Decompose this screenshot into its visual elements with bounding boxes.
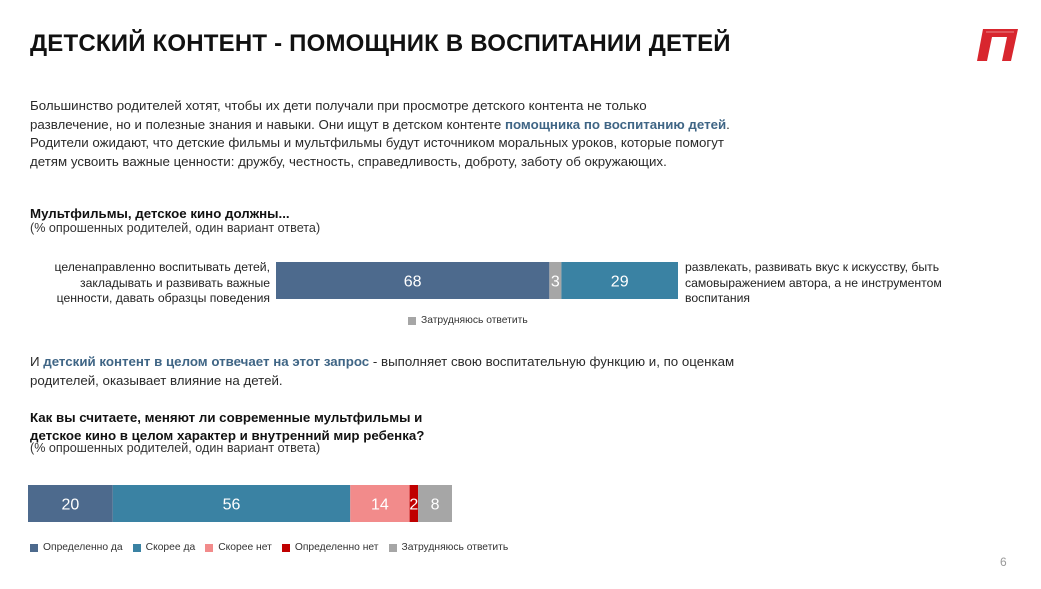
- chart1-right-label: развлекать, развивать вкус к искусству, быть самовыражением автора, а не инструментом воспитания: [685, 260, 942, 305]
- question1-subtitle: (% опрошенных родителей, один вариант ответа): [30, 221, 321, 235]
- legend2-swatch-3: [282, 544, 290, 552]
- legend2-label-3: Определенно нет: [294, 542, 379, 553]
- chart2-data-label-3: 2: [409, 496, 419, 514]
- legend2-label-2: Скорее нет: [218, 542, 272, 553]
- legend2-swatch-0: [30, 544, 38, 552]
- question1-title: Мультфильмы, детское кино должны...: [30, 206, 290, 221]
- legend2-item-2: [205, 542, 272, 553]
- chart2-legend: [30, 542, 518, 553]
- page-number: 6: [1000, 555, 1007, 569]
- legend1-label-undecided: Затрудняюсь ответить: [421, 315, 528, 326]
- legend1-swatch-undecided: [408, 317, 416, 325]
- legend2-item-3: [282, 542, 379, 553]
- intro-paragraph: [30, 97, 730, 171]
- chart1-data-label-0: 68: [403, 273, 422, 291]
- legend2-swatch-4: [389, 544, 397, 552]
- brand-logo-icon: [976, 29, 1018, 61]
- chart2-data-label-0: 20: [61, 496, 80, 514]
- middle-text-part1: И: [30, 354, 44, 369]
- page-title: ДЕТСКИЙ КОНТЕНТ - ПОМОЩНИК В ВОСПИТАНИИ ДЕТЕЙ: [30, 30, 731, 57]
- intro-text-part2: . Родители ожидают, что детские фильмы и мультфильмы будут источником моральных уроков, которые помогут детям усвоить важные ценности: дружбу, честность, справедливость, доброту, заботу об окружающих.: [30, 116, 730, 169]
- middle-text-part2: - выполняет свою воспитательную функцию и, по оценкам родителей, оказывает влияние на детей.: [30, 354, 735, 388]
- middle-highlight: детский контент в целом отвечает на этот запрос: [43, 354, 370, 369]
- intro-text-part1: Большинство родителей хотят, чтобы их дети получали при просмотре детского контента не только развлечение, но и полезные знания и навыки. Они ищут в детском контенте: [30, 98, 647, 132]
- chart2-data-label-4: 8: [430, 496, 440, 514]
- middle-paragraph: [30, 353, 750, 390]
- legend2-item-1: [133, 542, 196, 553]
- legend2-swatch-2: [205, 544, 213, 552]
- chart2-data-label-1: 56: [222, 496, 241, 514]
- legend2-item-4: [389, 542, 509, 553]
- legend2-item-0: [30, 542, 123, 553]
- question2-title-line2: детское кино в целом характер и внутренний мир ребенка?: [30, 428, 425, 443]
- chart2-data-label-2: 14: [371, 496, 389, 514]
- chart1-legend: [408, 315, 528, 326]
- intro-highlight: помощника по воспитанию детей: [504, 116, 727, 132]
- chart1-data-label-2: 29: [610, 273, 629, 291]
- question2-subtitle: (% опрошенных родителей, один вариант ответа): [30, 441, 321, 455]
- legend2-swatch-1: [133, 544, 141, 552]
- legend2-label-1: Скорее да: [145, 542, 196, 553]
- question2-title: [30, 409, 424, 445]
- question2-title-line1: Как вы считаете, меняют ли современные мультфильмы и: [30, 410, 423, 425]
- chart1-stacked-bar: [276, 262, 678, 299]
- chart1-data-label-1: 3: [550, 273, 560, 291]
- chart2-stacked-bar: [28, 485, 452, 522]
- chart1-left-label: целенаправленно воспитывать детей, закладывать и развивать важные ценности, давать образцы поведения: [54, 260, 270, 305]
- legend2-label-0: Определенно да: [43, 542, 123, 553]
- legend2-label-4: Затрудняюсь ответить: [401, 542, 509, 553]
